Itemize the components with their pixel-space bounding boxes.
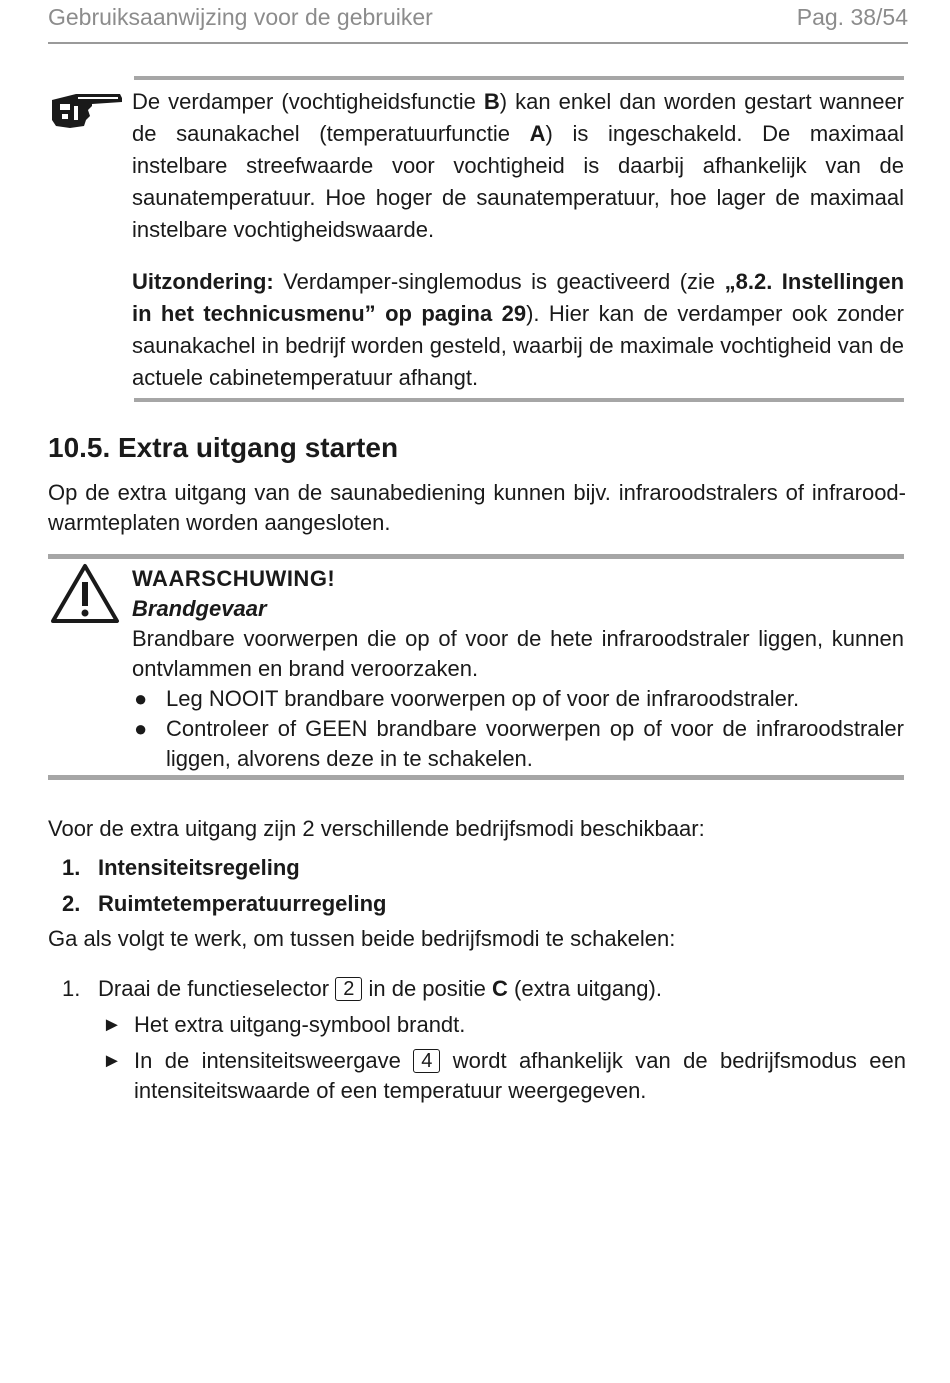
warning-top-rule [48,554,904,559]
step-1: 1. Draai de functieselector 2 in de positie C (extra uitgang). [62,976,662,1001]
modes-intro: Voor de extra uitgang zijn 2 verschillende bedrijfsmodi beschikbaar: [48,816,705,841]
arrow-right-icon: ► [102,1014,122,1036]
step-result-1: ► Het extra uitgang-symbool brandt. [62,1010,906,1040]
note-paragraph-2: Uitzondering: Verdamper-singlemodus is geactiveerd (zie „8.2. Instellingen in het technicusmenu” op pagina 29). Hier kan de verdamper ook zonder saunakachel in bedrijf worden gesteld, waarbij de maximale vochtigheid van de actuele cabinetemperatuur afhangt. [132,269,905,390]
note-paragraph-1: De verdamper (vochtigheidsfunctie B) kan enkel dan worden gestart wanneer de saunakachel (temperatuurfunctie A) is ingeschakeld. De maximaal instelbare streefwaarde voor vochtigheid is daarbij afhankelijk van de saunatemperatuur. Hoe hoger de saunatemperatuur, hoe lager de maximaal instelbare vochtigheidswaarde. [132,89,905,242]
note-bottom-rule [134,398,904,402]
note-box [48,76,908,406]
warning-triangle-icon [50,562,120,624]
arrow-right-icon: ► [102,1050,122,1072]
document-title: Gebruiksaanwijzing voor de gebruiker [48,4,433,30]
warning-bottom-rule [48,775,904,780]
list-item: 1. Intensiteitsregeling [62,855,300,880]
steps-list [62,974,906,1106]
list-item: ● Controleer of GEEN brandbare voorwerpen op of voor de infraroodstraler liggen, alvorens deze in te schakelen. [134,716,904,771]
cross-reference-link[interactable]: „8.2. Instellingen in het technicusmenu” op pagina 29 [132,269,905,326]
warning-box [48,554,904,782]
intensity-display-ref: 4 [413,1049,440,1073]
page-number: Pag. 38/54 [796,4,908,30]
note-top-rule [134,76,904,80]
warning-title: WAARSCHUWING! [132,566,336,591]
page-header [48,0,908,44]
list-item: ● Leg NOOIT brandbare voorwerpen op of voor de infraroodstraler. [134,686,800,711]
warning-bullets [132,684,904,774]
list-item: 2. Ruimtetemperatuurregeling [62,891,387,916]
warning-text: Brandbare voorwerpen die op of voor de hete infraroodstraler liggen, kunnen ontvlammen en brand veroorzaken. [132,626,904,681]
section-heading: 10.5. Extra uitgang starten [48,432,399,463]
step-result-2: ► In de intensiteitsweergave 4 wordt afhankelijk van de bedrijfsmodus een intensiteitswaarde of een temperatuur weergegeven. [102,1048,906,1103]
pointing-hand-icon [48,86,126,132]
warning-subtitle: Brandgevaar [132,596,267,621]
function-selector-ref: 2 [335,977,362,1001]
howto-text: Ga als volgt te werk, om tussen beide bedrijfsmodi te schakelen: [48,926,676,951]
modes-list [62,850,387,922]
section-intro: Op de extra uitgang van de saunabediening kunnen bijv. infraroodstralers of infrarood-warmteplaten worden aangesloten. [48,480,906,535]
